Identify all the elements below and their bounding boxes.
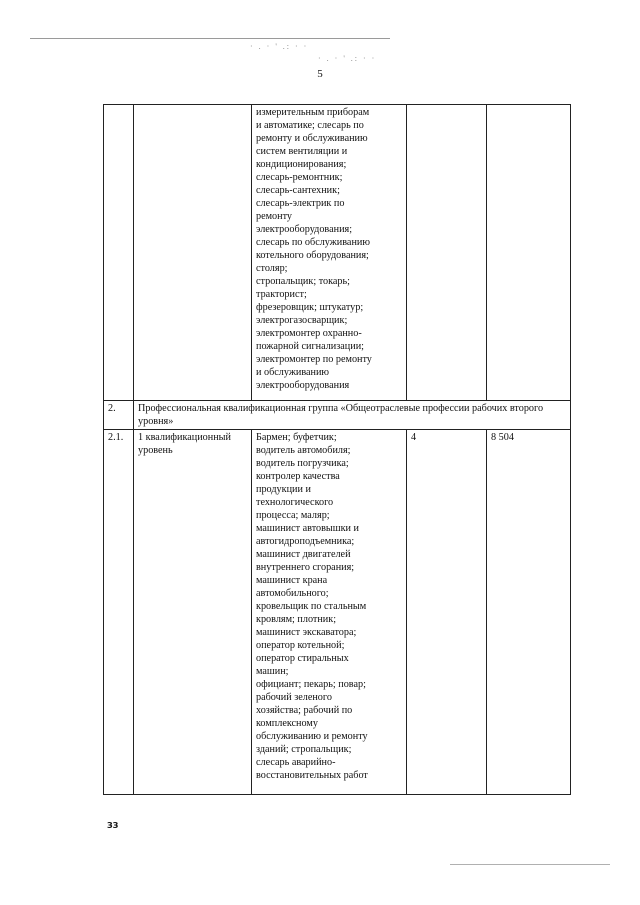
profession-line: машинист крана [256, 575, 328, 586]
qualification-level-cell: 1 квалификационный уровень [134, 430, 252, 795]
profession-line: и обслуживанию [256, 367, 330, 378]
profession-line: процесса; маляр; [256, 510, 330, 521]
profession-line: машин; [256, 666, 289, 677]
profession-line: кровельщик по стальным [256, 601, 367, 612]
profession-line: электромонтер по ремонту [256, 354, 372, 365]
profession-line: фрезеровщик; штукатур; [256, 302, 364, 313]
profession-line: слесарь по обслуживанию [256, 237, 370, 248]
profession-line: ремонту и обслуживанию [256, 133, 368, 144]
profession-line: машинист двигателей [256, 549, 351, 560]
professions-cell [252, 430, 407, 795]
profession-line: внутреннего сгорания; [256, 562, 355, 573]
profession-line: стропальщик; токарь; [256, 276, 351, 287]
profession-line: оператор стиральных [256, 653, 349, 664]
profession-line: контролер качества [256, 471, 340, 482]
profession-line: водитель погрузчика; [256, 458, 349, 469]
profession-line: рабочий зеленого [256, 692, 332, 703]
profession-line: оператор котельной; [256, 640, 345, 651]
profession-line: слесарь-ремонтник; [256, 172, 343, 183]
professions-list [256, 106, 402, 392]
row-number-cell [104, 105, 134, 401]
salary-cell [487, 105, 571, 401]
scan-noise: · . · ' .: · · [250, 42, 309, 51]
profession-line: систем вентиляции и [256, 146, 348, 157]
table-row-group-header [104, 401, 571, 430]
group-title-cell: Профессиональная квалификационная группа «Общеотраслевые профессии рабочих второго уровня» [134, 401, 571, 430]
scan-artifact-line-top [30, 38, 390, 39]
profession-line: зданий; стропальщик; [256, 744, 352, 755]
salary-cell: 8 504 [487, 430, 571, 795]
profession-line: электрооборудования [256, 380, 350, 391]
profession-line: автогидроподъемника; [256, 536, 355, 547]
coefficient-cell: 4 [407, 430, 487, 795]
profession-line: слесарь аварийно- [256, 757, 336, 768]
qualification-table [103, 104, 571, 795]
profession-line: пожарной сигнализации; [256, 341, 364, 352]
profession-line: тракторист; [256, 289, 307, 300]
profession-line: и автоматике; слесарь по [256, 120, 364, 131]
scan-artifact-line-bottom [450, 864, 610, 865]
profession-line: технологического [256, 497, 334, 508]
profession-line: обслуживанию и ремонту [256, 731, 368, 742]
qualification-level-cell [134, 105, 252, 401]
profession-line: машинист автовышки и [256, 523, 360, 534]
profession-line: слесарь-сантехник; [256, 185, 340, 196]
professions-list [256, 431, 402, 782]
scan-noise: · . · ' .: · · [318, 54, 377, 63]
table-row [104, 430, 571, 795]
profession-line: хозяйства; рабочий по [256, 705, 353, 716]
profession-line: официант; пекарь; повар; [256, 679, 366, 690]
bottom-mark: ЗЗ [107, 821, 119, 830]
profession-line: котельного оборудования; [256, 250, 369, 261]
profession-line: ремонту [256, 211, 293, 222]
profession-line: комплексному [256, 718, 318, 729]
profession-line: электромонтер охранно- [256, 328, 362, 339]
row-number-cell: 2. [104, 401, 134, 430]
profession-line: кондиционирования; [256, 159, 347, 170]
profession-line: восстановительных работ [256, 770, 368, 781]
profession-line: Бармен; буфетчик; [256, 432, 337, 443]
profession-line: кровлям; плотник; [256, 614, 337, 625]
table-row [104, 105, 571, 401]
professions-cell [252, 105, 407, 401]
profession-line: автомобильного; [256, 588, 329, 599]
profession-line: столяр; [256, 263, 288, 274]
row-number-cell: 2.1. [104, 430, 134, 795]
profession-line: электрогазосварщик; [256, 315, 348, 326]
profession-line: продукции и [256, 484, 311, 495]
profession-line: электрооборудования; [256, 224, 353, 235]
coefficient-cell [407, 105, 487, 401]
profession-line: машинист экскаватора; [256, 627, 357, 638]
profession-line: измерительным приборам [256, 107, 370, 118]
profession-line: слесарь-электрик по [256, 198, 345, 209]
profession-line: водитель автомобиля; [256, 445, 351, 456]
page-number: 5 [317, 68, 323, 80]
